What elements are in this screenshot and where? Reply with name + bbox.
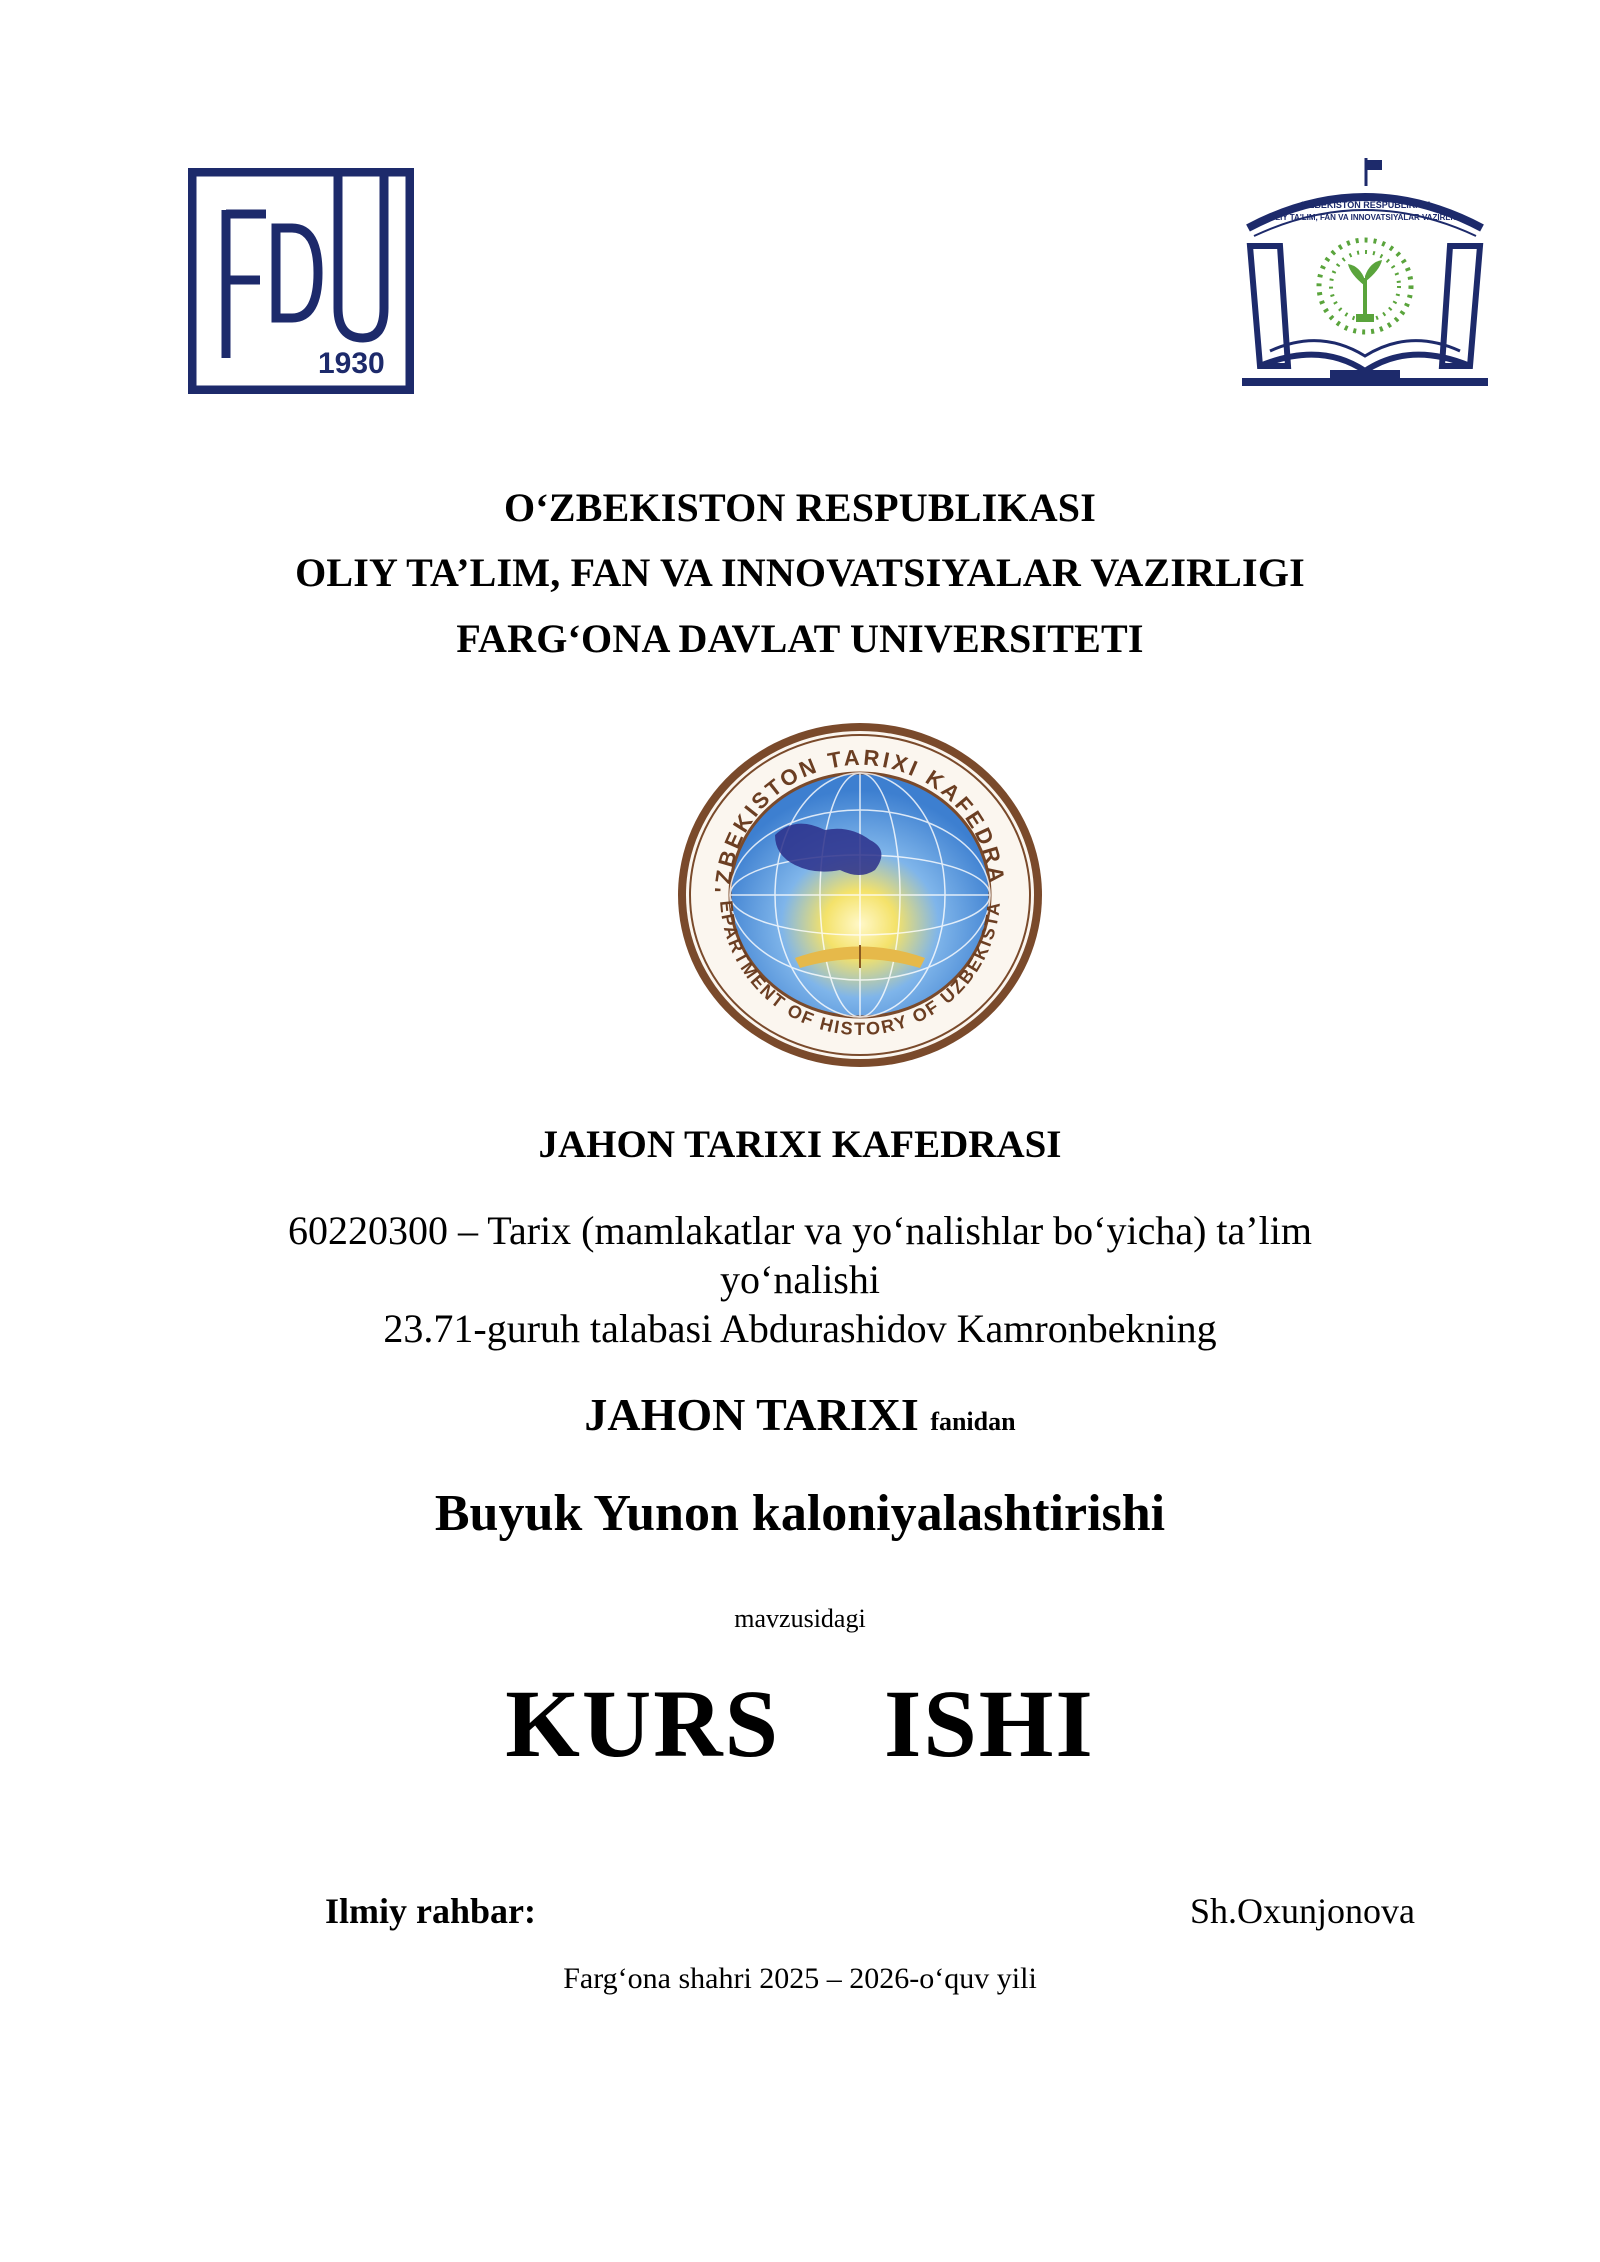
svg-text:O'ZBEKISTON RESPUBLIKASI: O'ZBEKISTON RESPUBLIKASI	[1299, 200, 1431, 210]
department-globe-seal	[675, 720, 1045, 1070]
study-direction: 60220300 – Tarix (mamlakatlar va yo‘nalishlar bo‘yicha) ta’lim	[288, 1208, 1312, 1253]
ministry-emblem-logo	[1240, 156, 1490, 396]
fdu-university-logo	[188, 168, 414, 394]
logo-year: 1930	[318, 347, 385, 380]
seal-top-text: 'ZBEKISTON TARIXI KAFEDRA	[709, 744, 1010, 894]
svg-text:OLIY TA'LIM, FAN VA INNOVATSIY: OLIY TA'LIM, FAN VA INNOVATSIYALAR VAZIRLIGI	[1269, 213, 1461, 222]
subject-name: JAHON TARIXI	[584, 1389, 919, 1440]
university-name: FARG‘ONA DAVLAT UNIVERSITETI	[456, 616, 1144, 661]
subject-suffix: fanidan	[930, 1407, 1016, 1436]
study-direction-cont: yo‘nalishi	[720, 1257, 880, 1302]
supervisor-name: Sh.Oxunjonova	[1190, 1891, 1415, 1931]
department-title: JAHON TARIXI KAFEDRASI	[538, 1123, 1062, 1166]
country-name: O‘ZBEKISTON RESPUBLIKASI	[503, 485, 1097, 530]
work-type-title: KURS ISHI	[505, 1670, 1095, 1777]
supervisor-label: Ilmiy rahbar:	[325, 1891, 536, 1931]
student-name: 23.71-guruh talabasi Abdurashidov Kamronbekning	[383, 1306, 1217, 1351]
seal-bottom-text: EPARTMENT OF HISTORY OF UZBEKISTA	[715, 899, 1005, 1040]
topic-title: Buyuk Yunon kaloniyalashtirishi	[434, 1485, 1166, 1542]
topic-suffix: mavzusidagi	[734, 1604, 866, 1633]
subject-line	[0, 1388, 1600, 1441]
ministry-name: OLIY TA’LIM, FAN VA INNOVATSIYALAR VAZIRLIGI	[295, 550, 1305, 595]
city-year-footer: Farg‘ona shahri 2025 – 2026-o‘quv yili	[563, 1962, 1037, 1995]
